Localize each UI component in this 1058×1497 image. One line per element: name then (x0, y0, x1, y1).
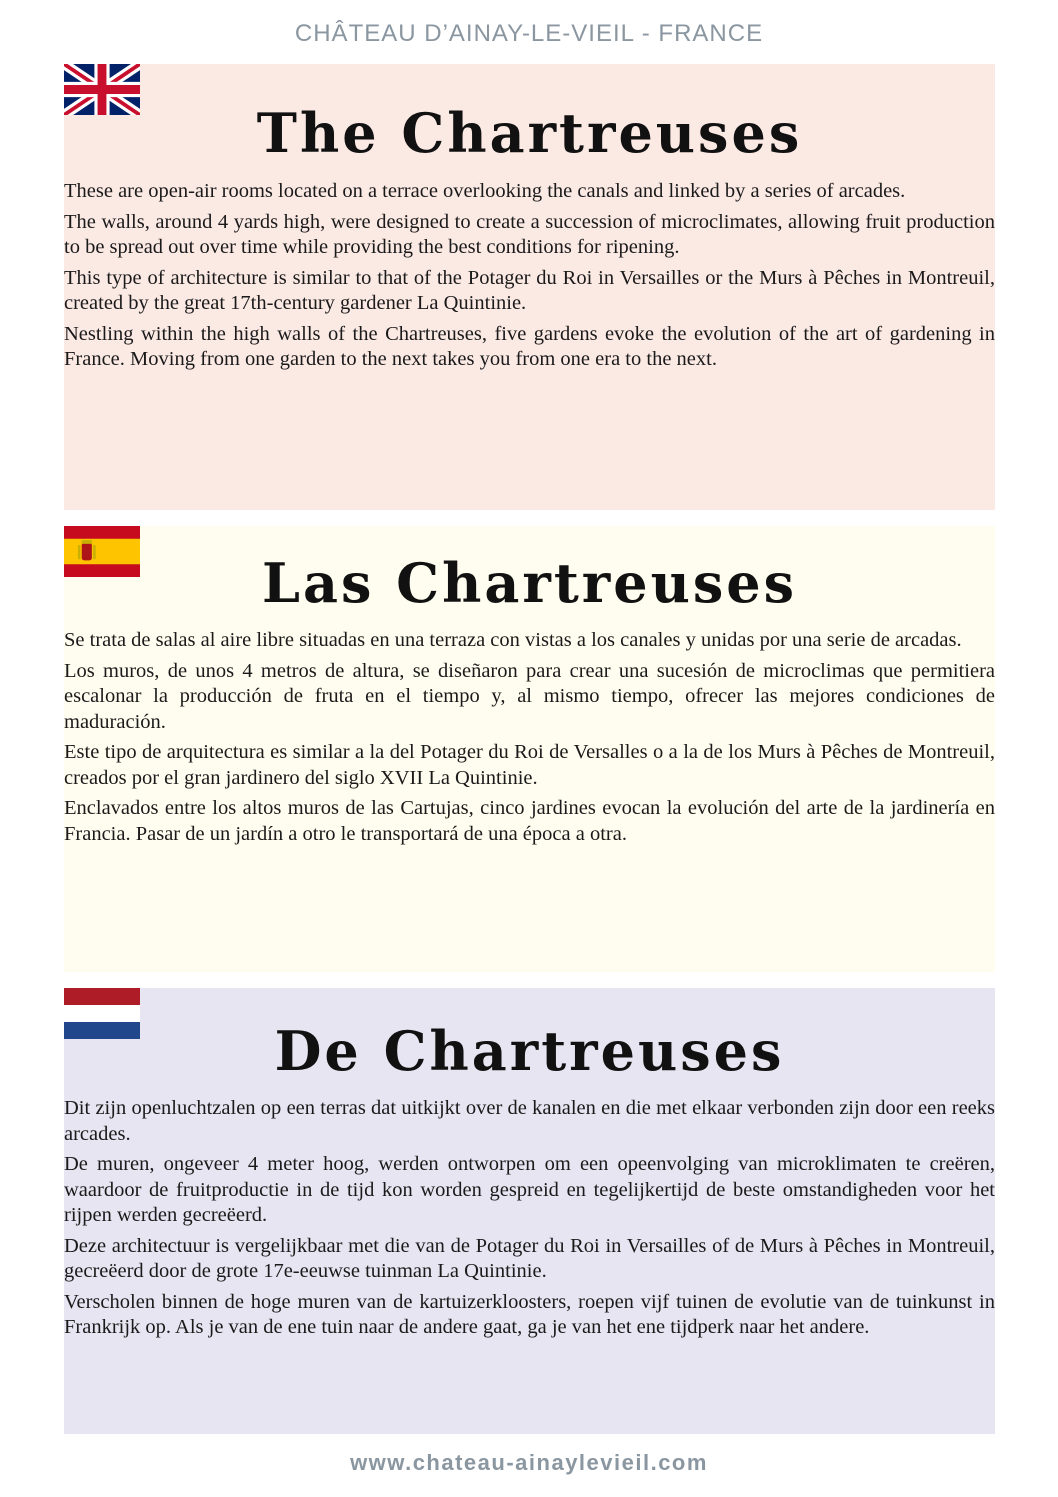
section-body-dutch (64, 1096, 995, 1346)
paragraph: This type of architecture is similar to that of the Potager du Roi in Versailles or the Murs à Pêches in Montreuil, created by the great 17th-century gardener La Quintinie. (64, 266, 995, 314)
paragraph: Enclavados entre los altos muros de las Cartujas, cinco jardines evocan la evolución del arte de la jardinería en Francia. Pasar de un jardín a otro le transportará de una época a otra. (64, 797, 995, 845)
paragraph: Nestling within the high walls of the Chartreuses, five gardens evoke the evolution of the art of gardening in France. Moving from one garden to the next takes you from one era to the next. (64, 322, 995, 370)
section-body-english (64, 179, 995, 378)
section-spanish (64, 526, 995, 972)
section-dutch (64, 988, 995, 1434)
paragraph: These are open-air rooms located on a terrace overlooking the canals and linked by a series of arcades. (64, 180, 906, 202)
paragraph: Se trata de salas al aire libre situadas en una terraza con vistas a los canales y unidas por una serie de arcadas. (64, 629, 962, 651)
page-header: CHÂTEAU D’AINAY-LE-VIEIL - FRANCE (294, 20, 764, 47)
section-body-spanish (64, 628, 995, 852)
website-link[interactable]: www.chateau-ainaylevieil.com (350, 1450, 708, 1475)
section-title-dutch: De Chartreuses (274, 1019, 785, 1083)
paragraph: De muren, ongeveer 4 meter hoog, werden ontworpen om een opeenvolging van microklimaten te creëren, waardoor de fruitproductie in de tijd kon worden gespreid en tegelijkertijd de beste omstandigheden voor het rijpen werden gecreëerd. (64, 1153, 995, 1226)
paragraph: The walls, around 4 yards high, were designed to create a succession of microclimates, allowing fruit production to be spread out over time while providing the best conditions for ripening. (64, 210, 995, 258)
section-title-english: The Chartreuses (256, 101, 803, 165)
paragraph: Este tipo de arquitectura es similar a la del Potager du Roi de Versalles o a la de los Murs à Pêches de Montreuil, creados por el gran jardinero del siglo XVII La Quintinie. (64, 741, 995, 789)
paragraph: Los muros, de unos 4 metros de altura, se diseñaron para crear una sucesión de microclimas que permitiera escalonar la producción de fruta en el tiempo y, al mismo tiempo, ofrecer las mejores condiciones de maduración. (64, 659, 995, 733)
paragraph: Verscholen binnen de hoge muren van de kartuizerkloosters, roepen vijf tuinen de evolutie van de tuinkunst in Frankrijk op. Als je van de ene tuin naar de andere gaat, ga je van het ene tijdperk naar het andere. (64, 1290, 995, 1338)
section-english (64, 64, 995, 510)
paragraph: Dit zijn openluchtzalen op een terras dat uitkijkt over de kanalen en die met elkaar verbonden zijn door een reeks arcades. (64, 1097, 995, 1145)
section-title-spanish: Las Chartreuses (261, 551, 797, 615)
paragraph: Deze architectuur is vergelijkbaar met die van de Potager du Roi in Versailles of de Murs à Pêches in Montreuil, gecreëerd door de grote 17e-eeuwse tuinman La Quintinie. (64, 1234, 995, 1282)
